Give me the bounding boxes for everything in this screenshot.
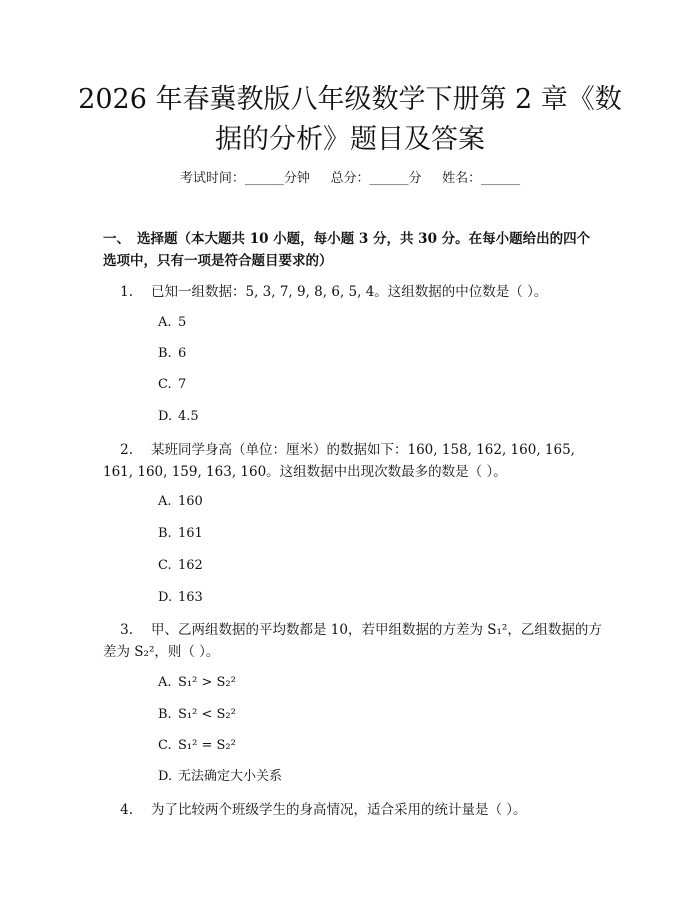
option-text: 162 [178,558,203,573]
option-letter: A. [158,675,172,690]
option-letter: A. [158,494,172,509]
section-number: 一、 [103,231,130,247]
question-4 [103,799,603,821]
option-3b [158,707,236,723]
question-text: 已知一组数据：5, 3, 7, 9, 8, 6, 5, 4。这组数据的中位数是（ ）。 [151,284,548,300]
option-3a [158,675,236,691]
option-text: 无法确定大小关系 [178,769,283,784]
option-letter: B. [158,707,172,722]
question-3 [103,619,603,663]
option-letter: A. [158,315,172,330]
document-title [70,80,630,160]
option-letter: D. [158,590,173,605]
option-3c [158,738,236,754]
option-1a [158,315,186,331]
option-letter: C. [158,558,172,573]
option-text: 7 [178,377,187,392]
question-number: 1. [120,284,133,300]
option-text: 163 [178,590,203,605]
question-number: 3. [120,622,133,638]
question-text: 甲、乙两组数据的平均数都是 10，若甲组数据的方差为 S₁²，乙组数据的方差为 S₂²，则（ ）。 [103,622,602,660]
section-instructions: 选择题（本大题共 10 小题，每小题 3 分，共 30 分。在每小题给出的四个选项中，只有一项是符合题目要求的） [103,231,591,269]
option-1c [158,377,186,393]
option-letter: D. [158,409,173,424]
section-heading [103,228,603,272]
option-1b [158,346,186,362]
title-line-1: 2026 年春冀教版八年级数学下册第 2 章《数 [78,84,622,115]
option-2c [158,558,203,574]
title-line-2: 据的分析》题目及答案 [215,124,485,155]
exam-info-line: 考试时间：______分钟 总分：______分 姓名：______ [179,171,521,186]
question-number: 2. [120,442,133,458]
question-text: 某班同学身高（单位：厘米）的数据如下：160, 158, 162, 160, 165, 161, 160, 159, 163, 160。这组数据中出现次数最多的数是（ ）。 [103,442,575,480]
option-text: S₁² > S₂² [178,675,236,690]
option-text: 6 [178,346,187,361]
option-text: S₁² < S₂² [178,707,236,722]
option-2d [158,590,203,606]
option-2a [158,494,203,510]
option-letter: D. [158,769,173,784]
option-text: S₁² = S₂² [178,738,236,753]
option-text: 5 [178,315,187,330]
question-number: 4. [120,802,133,818]
option-letter: B. [158,526,172,541]
option-letter: B. [158,346,172,361]
question-text: 为了比较两个班级学生的身高情况，适合采用的统计量是（ ）。 [151,802,527,818]
question-2 [103,439,603,483]
option-text: 161 [178,526,203,541]
question-1 [103,281,603,303]
option-letter: C. [158,738,172,753]
option-text: 4.5 [178,409,199,424]
option-text: 160 [178,494,203,509]
option-1d [158,409,199,425]
option-letter: C. [158,377,172,392]
option-2b [158,526,203,542]
option-3d [158,769,282,785]
